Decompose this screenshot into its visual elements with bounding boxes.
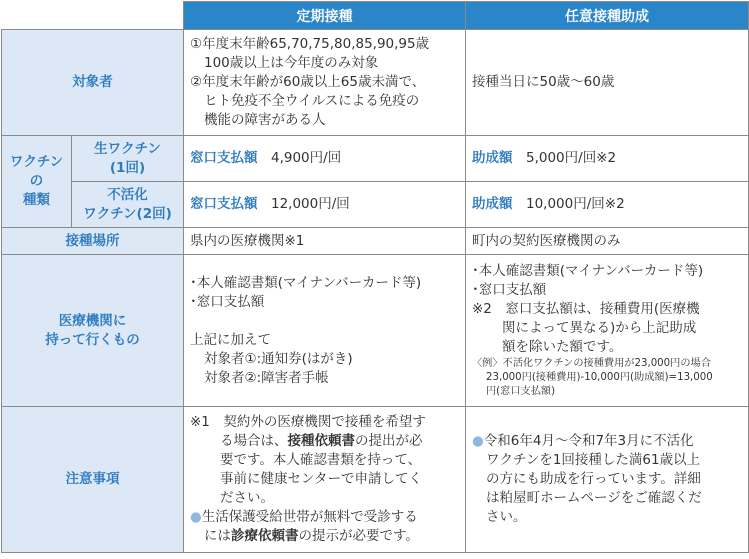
place-label: 接種場所	[2, 228, 184, 255]
target-regular: ①年度末年齢65,70,75,80,85,90,95歳 100歳以上は今年度のみ対象 ②年度末年齢が60歳以上65歳未満で、 ヒト免疫不全ウイルスによる免疫の 機能の障害がある人	[184, 30, 466, 136]
place-regular: 県内の医療機関※1	[184, 228, 466, 255]
header-regular: 定期接種	[184, 2, 466, 30]
notes-regular: ※1 契約外の医療機関で接種を希望す る場合は、接種依頼書の提出が必 要です。本人確認書類を持って、 事前に健康センターで申請してく ださい。 ●生活保護受給世帯が無料で受診する には診療依頼書の提示が必要です。	[184, 407, 466, 553]
inactivated-regular-cost: 窓口支払額 12,000円/回	[184, 182, 466, 228]
live-optional-subsidy: 助成額 5,000円/回※2	[466, 136, 749, 182]
vaccine-type-label: ワクチン の 種類	[2, 136, 72, 228]
inactivated-vaccine-label: 不活化 ワクチン(2回)	[72, 182, 184, 228]
example-text: 〈例〉不活化ワクチンの接種費用が23,000円の場合	[472, 358, 711, 369]
live-vaccine-label: 生ワクチン (1回)	[72, 136, 184, 182]
target-optional: 接種当日に50歳～60歳	[466, 30, 749, 136]
notes-optional: ●令和6年4月～令和7年3月に不活化 ワクチンを1回接種した満61歳以上 の方にも助成を行っています。詳細 は粕屋町ホームページをご確認くだ さい。	[466, 407, 749, 553]
bring-regular: ･本人確認書類(マイナンバーカード等) ･窓口支払額 上記に加えて 対象者①:通知券(はがき) 対象者②:障害者手帳	[184, 255, 466, 407]
corner-cell	[2, 2, 184, 30]
vaccination-table	[1, 1, 749, 553]
notes-label: 注意事項	[2, 407, 184, 553]
bring-optional: ･本人確認書類(マイナンバーカード等) ･窓口支払額 ※2 窓口支払額は、接種費用(医療機 関によって異なる)から上記助成 額を除いた額です。 〈例〉不活化ワクチンの接種費用が23,000円の場合 23,000円(接種費用)-10,000円(助成額)=13,000 円(窓口支払額)	[466, 255, 749, 407]
header-optional: 任意接種助成	[466, 2, 749, 30]
bullet-icon: ●	[190, 509, 202, 525]
place-optional: 町内の契約医療機関のみ	[466, 228, 749, 255]
target-label: 対象者	[2, 30, 184, 136]
bullet-icon: ●	[472, 433, 484, 449]
bring-label: 医療機関に 持って行くもの	[2, 255, 184, 407]
live-regular-cost: 窓口支払額 4,900円/回	[184, 136, 466, 182]
inactivated-optional-subsidy: 助成額 10,000円/回※2	[466, 182, 749, 228]
